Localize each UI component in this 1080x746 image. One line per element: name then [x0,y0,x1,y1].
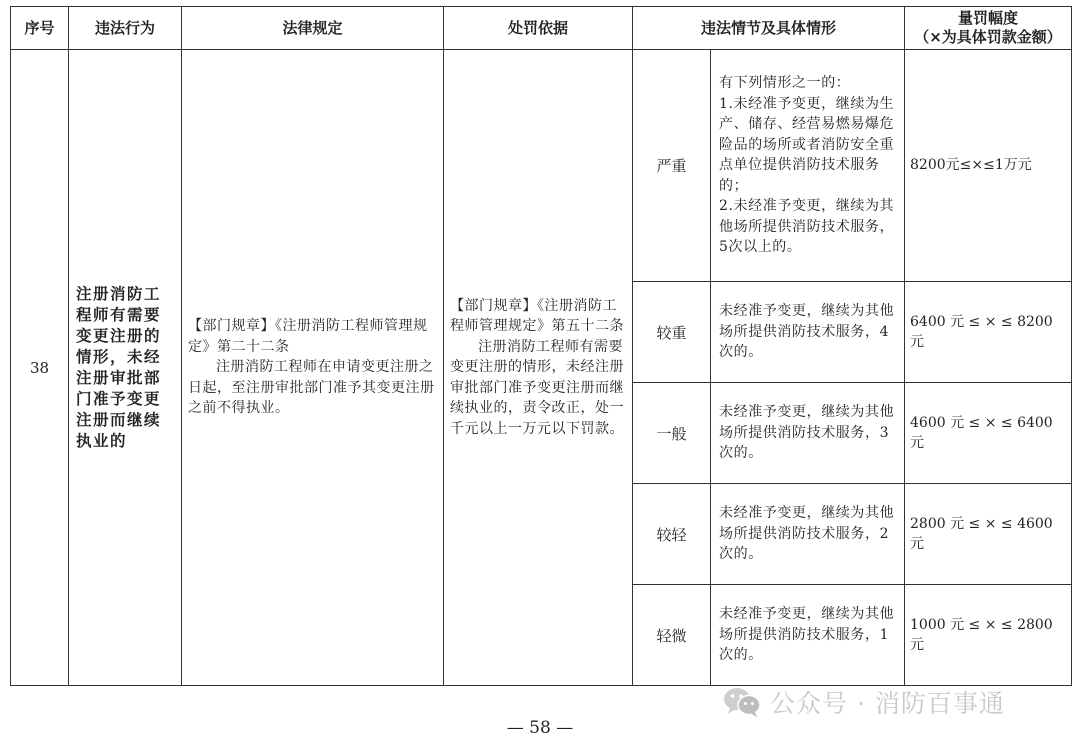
fine-range: 4600 元 ≤ × ≤ 6400元 [905,383,1072,484]
header-circumstance: 违法情节及具体情形 [633,7,905,50]
circumstance-line: 1.未经准予变更，继续为生产、储存、经营易燃易爆危险品的场所或者消防安全重点单位提供消防技术服务的； [719,95,895,194]
header-range-line1: 量罚幅度 [958,9,1019,27]
severity-label: 较重 [633,282,711,383]
header-basis: 处罚依据 [444,7,633,50]
header-range [905,7,1072,50]
table-row [11,50,1072,282]
circumstance-line: 有下列情形之一的： [719,75,851,92]
violation-text: 注册消防工程师有需要变更注册的情形，未经注册审批部门准予变更注册而继续执业的 [69,50,182,686]
severity-label: 较轻 [633,484,711,585]
header-law: 法律规定 [182,7,444,50]
circumstance-text [711,50,905,282]
circumstance-text: 未经准予变更，继续为其他场所提供消防技术服务，4次的。 [711,282,905,383]
watermark-text: 公众号 · 消防百事通 [770,689,1005,718]
header-violation: 违法行为 [69,7,182,50]
table-header-row [11,7,1072,50]
penalty-basis-title: 【部门规章】《注册消防工程师管理规定》第五十二条 [450,297,624,335]
law-provision [182,50,444,686]
severity-label: 一般 [633,383,711,484]
fine-range: 1000 元 ≤ × ≤ 2800元 [905,585,1072,686]
page-number: — 58 — [506,718,574,738]
circumstance-line: 2.未经准予变更，继续为其他场所提供消防技术服务，5次以上的。 [719,198,895,256]
law-provision-title: 【部门规章】《注册消防工程师管理规定》第二十二条 [188,318,428,355]
fine-range: 6400 元 ≤ × ≤ 8200元 [905,282,1072,383]
row-number: 38 [11,50,69,686]
wechat-icon [722,685,762,719]
watermark [722,684,1005,720]
penalty-basis [444,50,633,686]
severity-label: 严重 [633,50,711,282]
law-provision-body: 注册消防工程师在申请变更注册之日起，至注册审批部门准予其变更注册之前不得执业。 [188,359,435,417]
header-num: 序号 [11,7,69,50]
circumstance-text: 未经准予变更，继续为其他场所提供消防技术服务，2次的。 [711,484,905,585]
penalty-table [10,6,1072,686]
circumstance-text: 未经准予变更，继续为其他场所提供消防技术服务，1次的。 [711,585,905,686]
circumstance-text: 未经准予变更，继续为其他场所提供消防技术服务，3次的。 [711,383,905,484]
fine-range: 2800 元 ≤ × ≤ 4600元 [905,484,1072,585]
header-range-line2: （×为具体罚款金额） [914,28,1062,46]
penalty-basis-body: 注册消防工程师有需要变更注册的情形，未经注册审批部门准予变更注册而继续执业的，责令改正，处一千元以上一万元以下罚款。 [450,338,624,437]
fine-range: 8200元≤×≤1万元 [905,50,1072,282]
severity-label: 轻微 [633,585,711,686]
